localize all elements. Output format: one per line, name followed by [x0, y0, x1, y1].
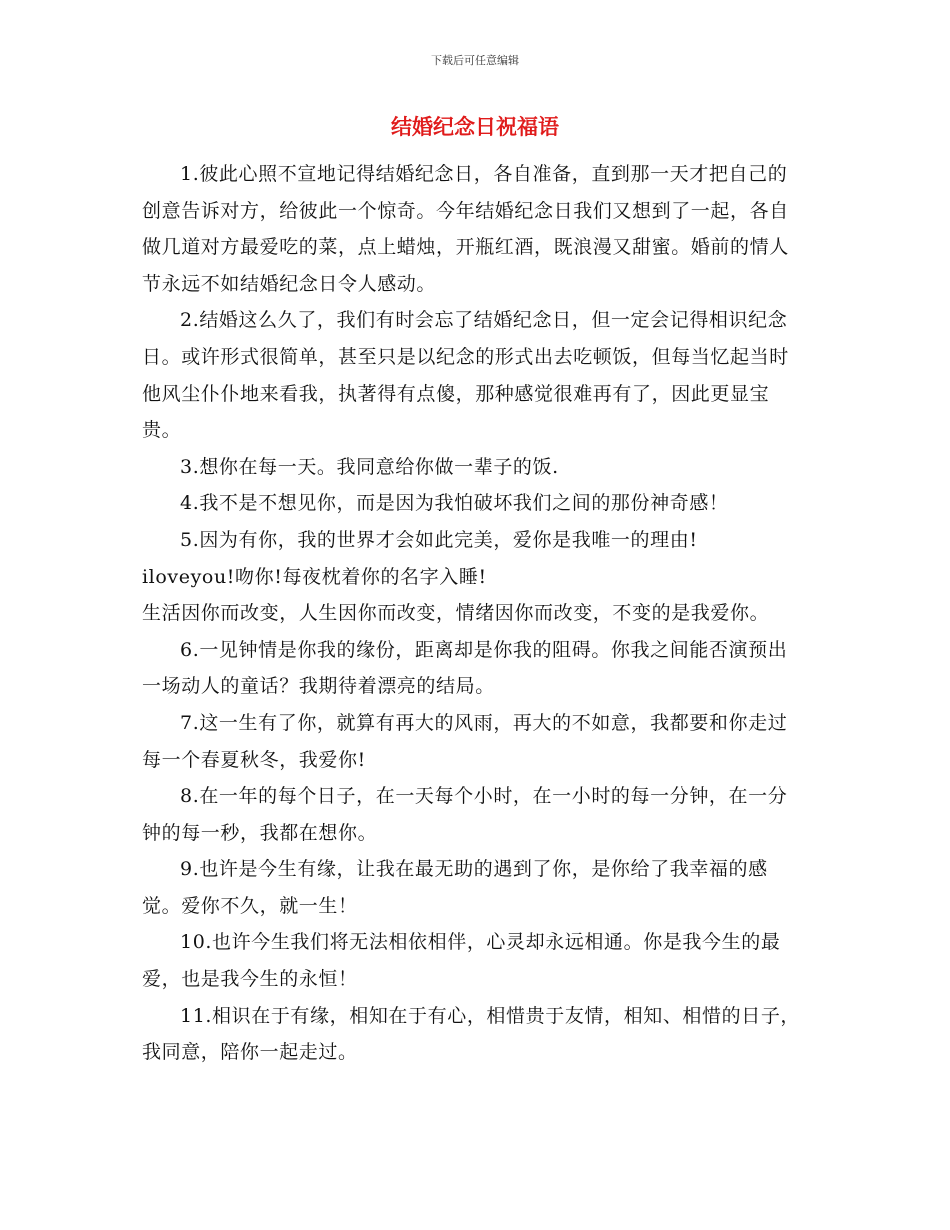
page-title: 结婚纪念日祝福语 — [391, 115, 559, 139]
paragraph-3: 3.想你在每一天。我同意给你做一辈子的饭. — [180, 455, 559, 478]
paragraph-11: 11.相识在于有缘，相知在于有心，相惜贵于友情，相知、相惜的日子，我同意，陪你一起走过。 — [142, 1004, 801, 1064]
paragraph-8: 8.在一年的每个日子，在一天每个小时，在一小时的每一分钟，在一分钟的每一秒，我都在想你。 — [142, 785, 788, 844]
paragraph-5-line-3: 生活因你而改变，人生因你而改变，情绪因你而改变，不变的是我爱你。 — [142, 602, 770, 625]
paragraph-2: 2.结婚这么久了，我们有时会忘了结婚纪念日，但一定会记得相识纪念日。或许形式很简单，甚至只是以纪念的形式出去吃顿饭，但每当忆起当时他风尘仆仆地来看我，执著得有点傻，那种感觉很难再有了，因此更显宝贵。 — [142, 309, 789, 442]
paragraph-5: 5.因为有你，我的世界才会如此完美，爱你是我唯一的理由! — [180, 528, 698, 551]
paragraph-7: 7.这一生有了你，就算有再大的风雨，再大的不如意，我都要和你走过每一个春夏秋冬，我爱你! — [142, 711, 788, 771]
paragraph-10: 10.也许今生我们将无法相依相伴，心灵却永远相通。你是我今生的最爱，也是我今生的永恒！ — [142, 931, 781, 991]
paragraph-4: 4.我不是不想见你，而是因为我怕破坏我们之间的那份神奇感！ — [180, 492, 729, 515]
paragraph-6: 6.一见钟情是你我的缘份，距离却是你我的阻碍。你我之间能否演预出一场动人的童话？我期待着漂亮的结局。 — [142, 638, 788, 698]
paragraph-9: 9.也许是今生有缘，让我在最无助的遇到了你，是你给了我幸福的感觉。爱你不久，就一生！ — [142, 858, 768, 917]
paragraph-5-line-2: iloveyou!吻你!每夜枕着你的名字入睡! — [142, 565, 487, 588]
header-note: 下载后可任意编辑 — [431, 54, 519, 67]
paragraph-1: 1.彼此心照不宣地记得结婚纪念日，各自准备，直到那一天才把自己的创意告诉对方，给彼此一个惊奇。今年结婚纪念日我们又想到了一起，各自做几道对方最爱吃的菜，点上蜡烛，开瓶红酒，既浪漫又甜蜜。婚前的情人节永远不如结婚纪念日令人感动。 — [142, 163, 789, 295]
document-body — [142, 156, 806, 1071]
